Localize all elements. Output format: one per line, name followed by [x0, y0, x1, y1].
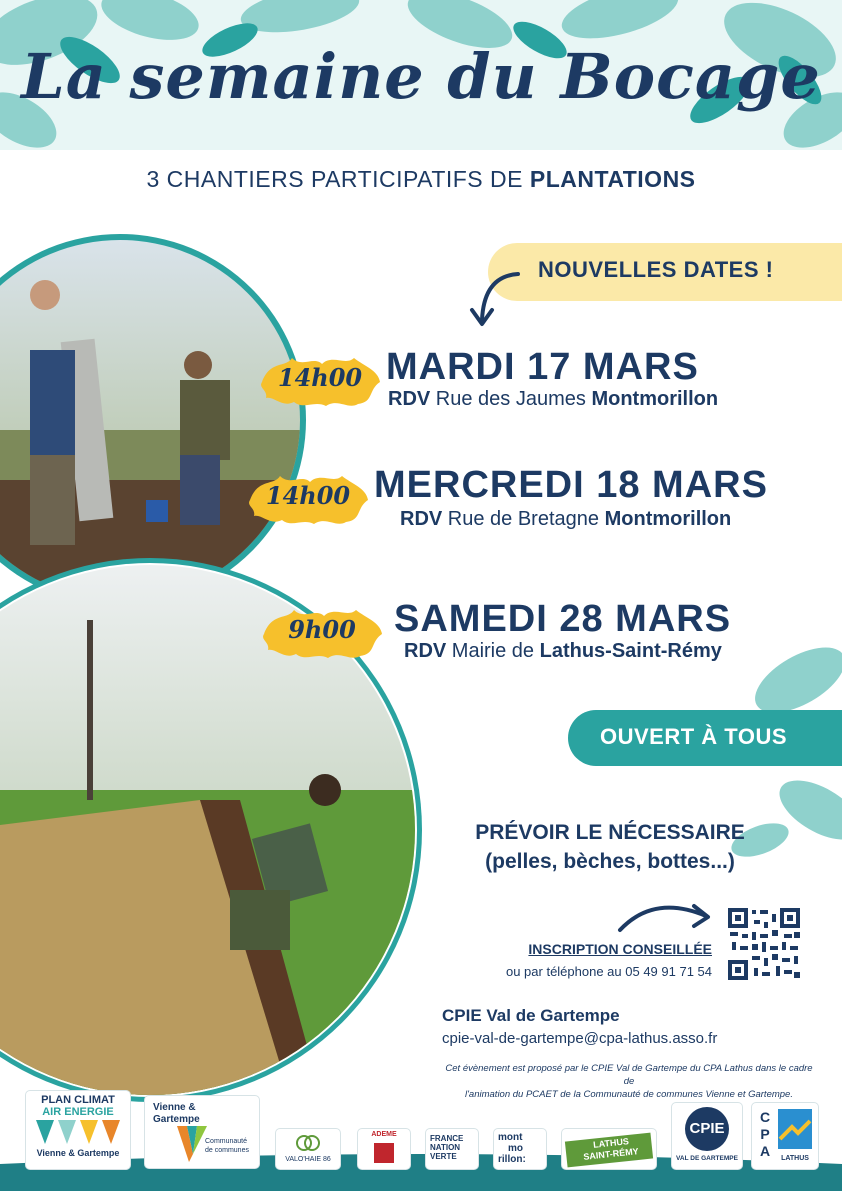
logo-montmorillon-line-3: rillon:	[498, 1154, 526, 1165]
new-dates-banner	[488, 243, 842, 301]
logo-valohaie	[276, 1129, 340, 1169]
registration-phone: ou par téléphone au 05 49 91 71 54	[505, 964, 712, 979]
event-1-place: Rue des Jaumes	[435, 388, 586, 410]
subtitle-prefix: 3 CHANTIERS PARTICIPATIFS DE	[146, 166, 530, 192]
organizer-email[interactable]: cpie-val-de-gartempe@cpa-lathus.asso.fr	[442, 1030, 718, 1047]
logo-cpa-sub: LATHUS	[781, 1155, 809, 1162]
curved-arrow-icon	[466, 268, 526, 330]
logo-montmorillon-line-2: mo	[508, 1143, 523, 1154]
event-2-location	[400, 508, 731, 531]
event-1-town: Montmorillon	[591, 388, 719, 410]
curved-arrow-icon	[614, 896, 718, 936]
photo-collage	[0, 200, 430, 1190]
climate-triangles-icon	[26, 1118, 130, 1148]
equipment-notice-title: PRÉVOIR LE NÉCESSAIRE	[475, 821, 745, 844]
logo-vienne-gartempe	[145, 1096, 259, 1168]
subtitle-highlight: PLANTATIONS	[529, 166, 696, 192]
logo-fnv-line-3: VERTE	[430, 1152, 457, 1161]
registration-link[interactable]: INSCRIPTION CONSEILLÉE	[528, 941, 712, 957]
event-3-rdv: RDV	[404, 640, 447, 662]
wave-icon	[778, 1119, 812, 1143]
logo-plan-climat-line-2: AIR ENERGIE	[42, 1106, 114, 1118]
logo-cpie	[672, 1103, 742, 1169]
logo-montmorillon	[494, 1129, 546, 1169]
open-to-all-banner	[568, 710, 842, 766]
event-1-time: 14h00	[277, 363, 363, 392]
event-3-place: Mairie de	[451, 640, 535, 662]
open-to-all-label: OUVERT À TOUS	[600, 724, 788, 749]
logo-plan-climat	[26, 1091, 130, 1169]
logo-plan-climat-line-3: Vienne & Gartempe	[36, 1148, 120, 1158]
new-dates-label: NOUVELLES DATES !	[538, 257, 774, 282]
logo-cpie-main: CPIE	[689, 1120, 725, 1137]
funding-note	[440, 1062, 818, 1101]
event-2-rdv: RDV	[400, 508, 443, 530]
logo-montmorillon-line-1: mont	[498, 1132, 523, 1143]
funding-note-line-2: l'animation du PCAET de la Communauté de communes Vienne et Gartempe.	[465, 1089, 793, 1100]
logo-cpie-sub: VAL DE GARTEMPE	[676, 1155, 738, 1162]
logo-vienne-gartempe-line-1: Vienne &	[153, 1102, 196, 1113]
event-2-date: MERCREDI 18 MARS	[374, 464, 768, 506]
event-3-town: Lathus-Saint-Rémy	[539, 640, 722, 662]
logo-vienne-gartempe-line-4: de communes	[205, 1147, 249, 1154]
ademe-emblem-icon	[374, 1143, 394, 1163]
logo-cpa-main: CPA	[759, 1109, 771, 1159]
logo-fnv-line-1: FRANCE	[430, 1134, 464, 1143]
event-2-time: 14h00	[265, 481, 351, 510]
event-1-location	[388, 388, 718, 411]
event-3-time: 9h00	[288, 615, 356, 644]
qr-code[interactable]	[726, 906, 802, 982]
logo-lathus	[562, 1129, 656, 1169]
equipment-notice-list: (pelles, bèches, bottes...)	[485, 850, 735, 873]
logo-plan-climat-line-1: PLAN CLIMAT	[41, 1094, 115, 1106]
v-logo-icon	[175, 1124, 209, 1164]
event-1-date: MARDI 17 MARS	[386, 346, 699, 388]
event-3-location	[404, 640, 722, 663]
page-title: La semaine du Bocage	[21, 40, 821, 113]
event-2-place: Rue de Bretagne	[447, 508, 600, 530]
logo-ademe-text: ADEME	[371, 1131, 397, 1138]
funding-note-line-1: Cet évènement est proposé par le CPIE Val de Gartempe du CPA Lathus dans le cadre de	[445, 1063, 813, 1087]
logo-valohaie-text: VALO'HAIE 86	[285, 1156, 331, 1163]
logo-vienne-gartempe-line-2: Gartempe	[153, 1114, 200, 1125]
subtitle	[0, 166, 842, 193]
logo-lathus-line-2: SAINT-RÉMY	[582, 1146, 640, 1162]
logo-lathus-line-1: LATHUS	[592, 1136, 630, 1150]
event-1-rdv: RDV	[388, 388, 431, 410]
hedge-icon	[296, 1133, 320, 1153]
event-3-date: SAMEDI 28 MARS	[394, 598, 732, 640]
logo-fnv-line-2: NATION	[430, 1143, 461, 1152]
organizer-name: CPIE Val de Gartempe	[442, 1006, 620, 1025]
equipment-notice	[440, 818, 780, 876]
event-2-town: Montmorillon	[604, 508, 732, 530]
logo-cpa	[752, 1103, 818, 1169]
logo-ademe	[358, 1129, 410, 1169]
logo-vienne-gartempe-line-3: Communauté	[205, 1138, 248, 1145]
logo-france-nation-verte	[426, 1129, 478, 1169]
